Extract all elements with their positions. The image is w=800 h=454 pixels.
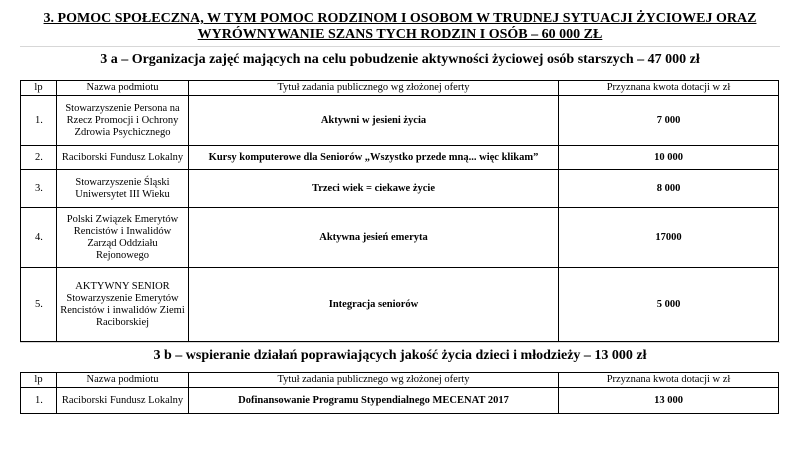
row-name: Raciborski Fundusz Lokalny — [57, 388, 189, 414]
row-name: Stowarzyszenie Persona na Rzecz Promocji i Ochrony Zdrowia Psychicznego — [57, 96, 189, 146]
header-lp: lp — [21, 373, 57, 388]
table-row — [21, 388, 779, 414]
divider — [20, 342, 780, 343]
table-row — [21, 208, 779, 268]
section-b-table — [20, 372, 779, 414]
section-a-table — [20, 80, 779, 342]
row-task: Aktywni w jesieni życia — [189, 96, 559, 146]
header-amount: Przyznana kwota dotacji w zł — [559, 373, 779, 388]
header-lp: lp — [21, 81, 57, 96]
row-task: Trzeci wiek = ciekawe życie — [189, 170, 559, 208]
row-task: Aktywna jesień emeryta — [189, 208, 559, 268]
row-lp: 5. — [21, 268, 57, 342]
row-name: Raciborski Fundusz Lokalny — [57, 146, 189, 170]
row-task: Kursy komputerowe dla Seniorów „Wszystko przede mną... więc klikam” — [189, 146, 559, 170]
table-row — [21, 146, 779, 170]
row-name: Stowarzyszenie Śląski Uniwersytet III Wieku — [57, 170, 189, 208]
header-task: Tytuł zadania publicznego wg złożonej oferty — [189, 373, 559, 388]
row-lp: 1. — [21, 388, 57, 414]
row-amount: 5 000 — [559, 268, 779, 342]
section-a-title: 3 a – Organizacja zajęć mających na celu pobudzenie aktywności życiowej osób starszych – 47 000 zł — [100, 52, 700, 67]
table-row — [21, 170, 779, 208]
row-lp: 4. — [21, 208, 57, 268]
row-name: AKTYWNY SENIOR Stowarzyszenie Emerytów Rencistów i inwalidów Ziemi Raciborskiej — [57, 268, 189, 342]
row-task: Dofinansowanie Programu Stypendialnego MECENAT 2017 — [189, 388, 559, 414]
header-task: Tytuł zadania publicznego wg złożonej oferty — [189, 81, 559, 96]
table-row — [21, 268, 779, 342]
table-header-row — [21, 81, 779, 96]
header-name: Nazwa podmiotu — [57, 373, 189, 388]
row-name: Polski Związek Emerytów Rencistów i Inwalidów Zarząd Oddziału Rejonowego — [57, 208, 189, 268]
section-b-title: 3 b – wspieranie działań poprawiających jakość życia dzieci i młodzieży – 13 000 zł — [153, 348, 647, 363]
page-title — [0, 11, 800, 43]
page-title-line-2: WYRÓWNYWANIE SZANS TYCH RODZIN I OSÓB – 60 000 ZŁ — [197, 27, 603, 42]
row-lp: 1. — [21, 96, 57, 146]
header-name: Nazwa podmiotu — [57, 81, 189, 96]
table-header-row — [21, 373, 779, 388]
row-amount: 10 000 — [559, 146, 779, 170]
table-row — [21, 96, 779, 146]
row-lp: 3. — [21, 170, 57, 208]
row-amount: 17000 — [559, 208, 779, 268]
row-task: Integracja seniorów — [189, 268, 559, 342]
row-amount: 13 000 — [559, 388, 779, 414]
row-lp: 2. — [21, 146, 57, 170]
header-amount: Przyznana kwota dotacji w zł — [559, 81, 779, 96]
divider — [20, 46, 780, 47]
page-title-line-1: 3. POMOC SPOŁECZNA, W TYM POMOC RODZINOM I OSOBOM W TRUDNEJ SYTUACJI ŻYCIOWEJ ORAZ — [43, 11, 757, 26]
row-amount: 7 000 — [559, 96, 779, 146]
row-amount: 8 000 — [559, 170, 779, 208]
